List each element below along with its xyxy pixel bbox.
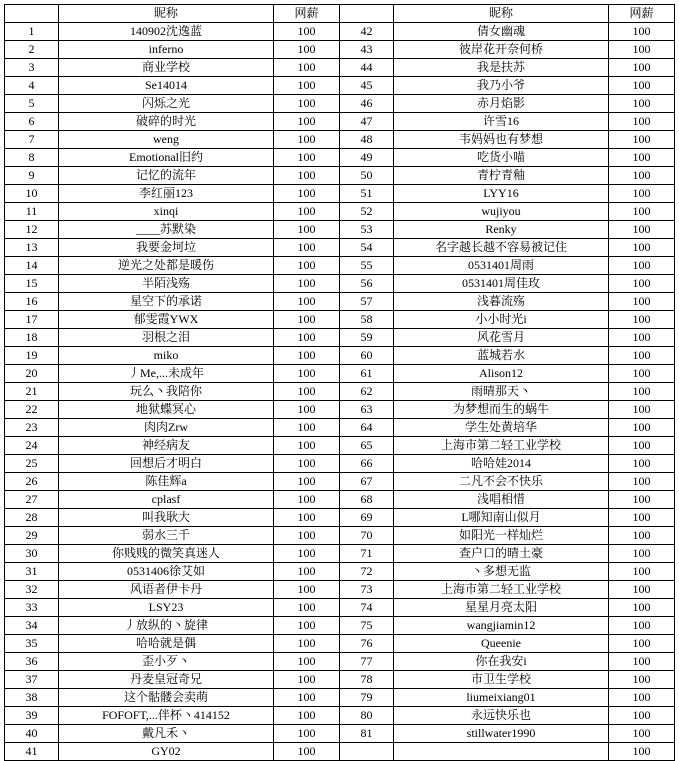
row-nickname-left: 逆光之处都是暖伤	[59, 257, 274, 275]
row-pay-right: 100	[609, 509, 675, 527]
row-nickname-right: 倩女幽魂	[394, 23, 609, 41]
row-nickname-right: 韦妈妈也有梦想	[394, 131, 609, 149]
row-nickname-left: inferno	[59, 41, 274, 59]
table-row	[5, 95, 675, 113]
row-pay-right: 100	[609, 275, 675, 293]
row-index-left: 7	[5, 131, 59, 149]
row-index-right: 46	[340, 95, 394, 113]
row-nickname-left: 肉肉Zrw	[59, 419, 274, 437]
row-index-left: 18	[5, 329, 59, 347]
row-nickname-right: 为梦想而生的蜗牛	[394, 401, 609, 419]
table-row	[5, 329, 675, 347]
table-row	[5, 599, 675, 617]
row-pay-left: 100	[274, 347, 340, 365]
row-pay-left: 100	[274, 383, 340, 401]
table-row	[5, 347, 675, 365]
row-nickname-left: 弱水三千	[59, 527, 274, 545]
row-nickname-left: 地狱蝶冥心	[59, 401, 274, 419]
header-nickname-right: 昵称	[394, 5, 609, 23]
row-nickname-right	[394, 743, 609, 761]
row-nickname-left: GY02	[59, 743, 274, 761]
row-pay-left: 100	[274, 167, 340, 185]
row-pay-left: 100	[274, 671, 340, 689]
row-pay-right: 100	[609, 221, 675, 239]
row-nickname-right: 0531401周雨	[394, 257, 609, 275]
row-pay-right: 100	[609, 581, 675, 599]
row-index-left: 28	[5, 509, 59, 527]
row-index-left: 17	[5, 311, 59, 329]
row-nickname-right: 赤月焰影	[394, 95, 609, 113]
row-nickname-right: stillwater1990	[394, 725, 609, 743]
row-index-right: 69	[340, 509, 394, 527]
table-body	[5, 23, 675, 761]
row-pay-left: 100	[274, 365, 340, 383]
row-index-right: 49	[340, 149, 394, 167]
row-index-right: 51	[340, 185, 394, 203]
row-index-right: 80	[340, 707, 394, 725]
table-row	[5, 527, 675, 545]
row-nickname-left: xinqi	[59, 203, 274, 221]
table-row	[5, 239, 675, 257]
row-pay-left: 100	[274, 581, 340, 599]
row-index-left: 12	[5, 221, 59, 239]
table-row	[5, 383, 675, 401]
row-index-left: 19	[5, 347, 59, 365]
row-index-left: 26	[5, 473, 59, 491]
table-row	[5, 725, 675, 743]
row-pay-right: 100	[609, 59, 675, 77]
row-pay-right: 100	[609, 689, 675, 707]
row-index-right: 50	[340, 167, 394, 185]
row-pay-right: 100	[609, 293, 675, 311]
row-index-left: 4	[5, 77, 59, 95]
row-nickname-right: 0531401周佳玫	[394, 275, 609, 293]
row-index-left: 41	[5, 743, 59, 761]
row-pay-right: 100	[609, 203, 675, 221]
row-pay-left: 100	[274, 527, 340, 545]
row-pay-right: 100	[609, 419, 675, 437]
row-index-left: 34	[5, 617, 59, 635]
row-index-right: 68	[340, 491, 394, 509]
row-pay-right: 100	[609, 167, 675, 185]
table-row	[5, 167, 675, 185]
row-nickname-left: weng	[59, 131, 274, 149]
row-pay-left: 100	[274, 203, 340, 221]
row-index-right: 42	[340, 23, 394, 41]
row-pay-right: 100	[609, 365, 675, 383]
row-nickname-right: L哪知南山似月	[394, 509, 609, 527]
row-nickname-right: 上海市第二轻工业学校	[394, 581, 609, 599]
row-index-left: 2	[5, 41, 59, 59]
row-nickname-right: wangjiamin12	[394, 617, 609, 635]
row-index-right: 61	[340, 365, 394, 383]
row-nickname-left: 神经病友	[59, 437, 274, 455]
row-nickname-right: 哈哈娃2014	[394, 455, 609, 473]
row-index-right: 44	[340, 59, 394, 77]
table-row	[5, 617, 675, 635]
row-index-left: 1	[5, 23, 59, 41]
row-index-right: 67	[340, 473, 394, 491]
row-pay-left: 100	[274, 293, 340, 311]
row-index-right: 57	[340, 293, 394, 311]
row-index-left: 35	[5, 635, 59, 653]
row-pay-right: 100	[609, 149, 675, 167]
row-pay-right: 100	[609, 257, 675, 275]
row-nickname-right: 市卫生学校	[394, 671, 609, 689]
table-row	[5, 563, 675, 581]
row-nickname-right: 风花雪月	[394, 329, 609, 347]
table-row	[5, 653, 675, 671]
row-pay-right: 100	[609, 131, 675, 149]
row-pay-right: 100	[609, 725, 675, 743]
table-row	[5, 131, 675, 149]
row-pay-left: 100	[274, 401, 340, 419]
row-index-left: 16	[5, 293, 59, 311]
row-pay-right: 100	[609, 347, 675, 365]
row-index-right: 54	[340, 239, 394, 257]
row-nickname-left: 郁雯霞YWX	[59, 311, 274, 329]
row-index-right: 60	[340, 347, 394, 365]
row-index-right: 79	[340, 689, 394, 707]
row-nickname-left: 风语者伊卡丹	[59, 581, 274, 599]
row-index-left: 36	[5, 653, 59, 671]
row-pay-right: 100	[609, 671, 675, 689]
table-row	[5, 203, 675, 221]
row-index-right: 47	[340, 113, 394, 131]
row-index-left: 22	[5, 401, 59, 419]
row-nickname-right: 雨晴那天丶	[394, 383, 609, 401]
row-pay-left: 100	[274, 221, 340, 239]
row-nickname-right: Renky	[394, 221, 609, 239]
row-nickname-right: 学生处黄培华	[394, 419, 609, 437]
row-nickname-right: 吃货小喵	[394, 149, 609, 167]
row-nickname-right: wujiyou	[394, 203, 609, 221]
row-index-right	[340, 743, 394, 761]
table-row	[5, 221, 675, 239]
row-nickname-left: 记忆的流年	[59, 167, 274, 185]
row-pay-right: 100	[609, 473, 675, 491]
row-pay-left: 100	[274, 311, 340, 329]
row-pay-left: 100	[274, 149, 340, 167]
row-index-right: 63	[340, 401, 394, 419]
row-index-right: 65	[340, 437, 394, 455]
row-index-left: 40	[5, 725, 59, 743]
row-index-left: 31	[5, 563, 59, 581]
row-pay-right: 100	[609, 599, 675, 617]
row-index-left: 29	[5, 527, 59, 545]
row-pay-right: 100	[609, 95, 675, 113]
table-row	[5, 401, 675, 419]
row-index-left: 15	[5, 275, 59, 293]
table-header	[5, 5, 675, 23]
row-nickname-left: 哈哈就是偶	[59, 635, 274, 653]
row-pay-left: 100	[274, 563, 340, 581]
row-pay-left: 100	[274, 77, 340, 95]
table-row	[5, 293, 675, 311]
row-nickname-left: 你贱贱的微笑真迷人	[59, 545, 274, 563]
row-pay-left: 100	[274, 437, 340, 455]
table-row	[5, 149, 675, 167]
row-nickname-left: miko	[59, 347, 274, 365]
table-row	[5, 509, 675, 527]
row-nickname-right: 青柠青釉	[394, 167, 609, 185]
row-index-right: 58	[340, 311, 394, 329]
row-pay-left: 100	[274, 455, 340, 473]
row-pay-right: 100	[609, 383, 675, 401]
row-index-left: 13	[5, 239, 59, 257]
row-index-left: 20	[5, 365, 59, 383]
row-pay-left: 100	[274, 635, 340, 653]
row-index-right: 75	[340, 617, 394, 635]
header-pay-left: 网薪	[274, 5, 340, 23]
row-index-left: 27	[5, 491, 59, 509]
row-pay-left: 100	[274, 329, 340, 347]
row-pay-left: 100	[274, 617, 340, 635]
row-index-right: 56	[340, 275, 394, 293]
table-row	[5, 671, 675, 689]
row-pay-right: 100	[609, 635, 675, 653]
row-index-left: 14	[5, 257, 59, 275]
row-nickname-right: 浅唱相惜	[394, 491, 609, 509]
row-pay-right: 100	[609, 185, 675, 203]
row-pay-left: 100	[274, 509, 340, 527]
row-nickname-right: 我乃小爷	[394, 77, 609, 95]
row-pay-left: 100	[274, 419, 340, 437]
table-row	[5, 743, 675, 761]
row-nickname-left: 破碎的时光	[59, 113, 274, 131]
header-nickname-left: 昵称	[59, 5, 274, 23]
row-index-right: 81	[340, 725, 394, 743]
row-pay-left: 100	[274, 743, 340, 761]
table-row	[5, 185, 675, 203]
row-nickname-right: 丶多想无监	[394, 563, 609, 581]
row-index-right: 59	[340, 329, 394, 347]
row-index-left: 25	[5, 455, 59, 473]
row-nickname-right: 小小时光i	[394, 311, 609, 329]
row-index-right: 53	[340, 221, 394, 239]
row-pay-left: 100	[274, 23, 340, 41]
row-index-left: 39	[5, 707, 59, 725]
row-pay-left: 100	[274, 131, 340, 149]
row-nickname-left: 闪烁之光	[59, 95, 274, 113]
header-index-right	[340, 5, 394, 23]
table-row	[5, 473, 675, 491]
row-index-left: 23	[5, 419, 59, 437]
row-pay-right: 100	[609, 401, 675, 419]
row-pay-right: 100	[609, 113, 675, 131]
row-nickname-left: 商业学校	[59, 59, 274, 77]
row-nickname-right: Queenie	[394, 635, 609, 653]
row-nickname-right: liumeixiang01	[394, 689, 609, 707]
row-nickname-right: Alison12	[394, 365, 609, 383]
table-row	[5, 707, 675, 725]
row-index-left: 11	[5, 203, 59, 221]
row-pay-right: 100	[609, 23, 675, 41]
row-nickname-right: 上海市第二轻工业学校	[394, 437, 609, 455]
row-nickname-left: 李红丽123	[59, 185, 274, 203]
row-nickname-right: 彼岸花开奈何桥	[394, 41, 609, 59]
row-index-right: 55	[340, 257, 394, 275]
row-index-right: 72	[340, 563, 394, 581]
table-row	[5, 311, 675, 329]
row-index-left: 38	[5, 689, 59, 707]
row-pay-left: 100	[274, 599, 340, 617]
row-index-right: 62	[340, 383, 394, 401]
row-index-right: 76	[340, 635, 394, 653]
row-nickname-right: 查户口的晴土豪	[394, 545, 609, 563]
row-nickname-left: 羽根之泪	[59, 329, 274, 347]
row-pay-left: 100	[274, 239, 340, 257]
row-nickname-left: 0531406徐艾如	[59, 563, 274, 581]
row-index-left: 9	[5, 167, 59, 185]
row-nickname-left: cplasf	[59, 491, 274, 509]
row-nickname-left: LSY23	[59, 599, 274, 617]
row-index-left: 10	[5, 185, 59, 203]
header-row	[5, 5, 675, 23]
row-pay-right: 100	[609, 743, 675, 761]
row-index-left: 32	[5, 581, 59, 599]
table-row	[5, 59, 675, 77]
row-index-right: 43	[340, 41, 394, 59]
row-pay-left: 100	[274, 707, 340, 725]
row-pay-right: 100	[609, 239, 675, 257]
row-pay-left: 100	[274, 725, 340, 743]
row-nickname-left: 丿放纵的丶旋律	[59, 617, 274, 635]
row-pay-right: 100	[609, 437, 675, 455]
table-row	[5, 257, 675, 275]
row-index-left: 37	[5, 671, 59, 689]
row-pay-right: 100	[609, 77, 675, 95]
row-pay-right: 100	[609, 707, 675, 725]
row-pay-right: 100	[609, 329, 675, 347]
table-row	[5, 545, 675, 563]
row-pay-left: 100	[274, 185, 340, 203]
row-index-left: 8	[5, 149, 59, 167]
row-nickname-right: 星星月亮太阳	[394, 599, 609, 617]
row-pay-right: 100	[609, 527, 675, 545]
row-pay-left: 100	[274, 59, 340, 77]
row-nickname-left: 140902沈逸蓝	[59, 23, 274, 41]
table-row	[5, 23, 675, 41]
row-index-left: 30	[5, 545, 59, 563]
row-pay-right: 100	[609, 455, 675, 473]
row-index-left: 5	[5, 95, 59, 113]
row-index-left: 33	[5, 599, 59, 617]
row-nickname-left: FOFOFT,...伴杯丶414152	[59, 707, 274, 725]
row-nickname-right: 许雪16	[394, 113, 609, 131]
row-nickname-left: 半陌浅殇	[59, 275, 274, 293]
row-pay-left: 100	[274, 41, 340, 59]
row-pay-right: 100	[609, 563, 675, 581]
table-row	[5, 41, 675, 59]
row-pay-right: 100	[609, 545, 675, 563]
row-pay-left: 100	[274, 257, 340, 275]
row-pay-right: 100	[609, 41, 675, 59]
row-index-right: 73	[340, 581, 394, 599]
table-row	[5, 77, 675, 95]
table-row	[5, 689, 675, 707]
row-pay-left: 100	[274, 545, 340, 563]
row-index-left: 3	[5, 59, 59, 77]
row-index-left: 6	[5, 113, 59, 131]
row-nickname-right: 蓝城若水	[394, 347, 609, 365]
row-index-left: 21	[5, 383, 59, 401]
row-nickname-left: 星空下的承诺	[59, 293, 274, 311]
row-nickname-right: 二凡不会不快乐	[394, 473, 609, 491]
row-nickname-right: 你在我安i	[394, 653, 609, 671]
row-index-right: 71	[340, 545, 394, 563]
row-pay-left: 100	[274, 491, 340, 509]
table-row	[5, 455, 675, 473]
nickname-pay-table	[4, 4, 675, 761]
table-row	[5, 113, 675, 131]
table-row	[5, 419, 675, 437]
row-index-left: 24	[5, 437, 59, 455]
table-row	[5, 635, 675, 653]
table-row	[5, 437, 675, 455]
row-nickname-left: 叫我耿大	[59, 509, 274, 527]
row-nickname-left: 丿Me,...未成年	[59, 365, 274, 383]
row-index-right: 78	[340, 671, 394, 689]
row-pay-right: 100	[609, 491, 675, 509]
row-nickname-left: 这个骷髅会卖萌	[59, 689, 274, 707]
row-nickname-right: LYY16	[394, 185, 609, 203]
row-nickname-left: Emotional旧约	[59, 149, 274, 167]
table-row	[5, 491, 675, 509]
table-row	[5, 275, 675, 293]
row-nickname-left: 陈佳辉a	[59, 473, 274, 491]
row-pay-left: 100	[274, 473, 340, 491]
row-index-right: 52	[340, 203, 394, 221]
row-pay-right: 100	[609, 311, 675, 329]
row-nickname-left: Se14014	[59, 77, 274, 95]
row-index-right: 70	[340, 527, 394, 545]
row-nickname-right: 名字越长越不容易被记住	[394, 239, 609, 257]
row-pay-left: 100	[274, 689, 340, 707]
row-nickname-left: 玩么丶我陪你	[59, 383, 274, 401]
table-row	[5, 365, 675, 383]
row-nickname-right: 如阳光一样灿烂	[394, 527, 609, 545]
row-index-right: 64	[340, 419, 394, 437]
row-nickname-left: ____苏默染	[59, 221, 274, 239]
row-index-right: 48	[340, 131, 394, 149]
row-index-right: 45	[340, 77, 394, 95]
row-index-right: 66	[340, 455, 394, 473]
row-pay-left: 100	[274, 95, 340, 113]
table-row	[5, 581, 675, 599]
row-nickname-left: 戴凡禾丶	[59, 725, 274, 743]
row-nickname-left: 歪小歹丶	[59, 653, 274, 671]
header-index-left	[5, 5, 59, 23]
row-pay-right: 100	[609, 617, 675, 635]
row-nickname-right: 永远快乐也	[394, 707, 609, 725]
row-pay-right: 100	[609, 653, 675, 671]
header-pay-right: 网薪	[609, 5, 675, 23]
row-pay-left: 100	[274, 113, 340, 131]
row-index-right: 74	[340, 599, 394, 617]
row-nickname-left: 我要金坷垃	[59, 239, 274, 257]
row-pay-left: 100	[274, 275, 340, 293]
row-index-right: 77	[340, 653, 394, 671]
row-nickname-right: 浅暮流殇	[394, 293, 609, 311]
row-nickname-left: 回想后才明白	[59, 455, 274, 473]
row-nickname-left: 丹麦皇冠奇兄	[59, 671, 274, 689]
row-pay-left: 100	[274, 653, 340, 671]
row-nickname-right: 我是扶苏	[394, 59, 609, 77]
